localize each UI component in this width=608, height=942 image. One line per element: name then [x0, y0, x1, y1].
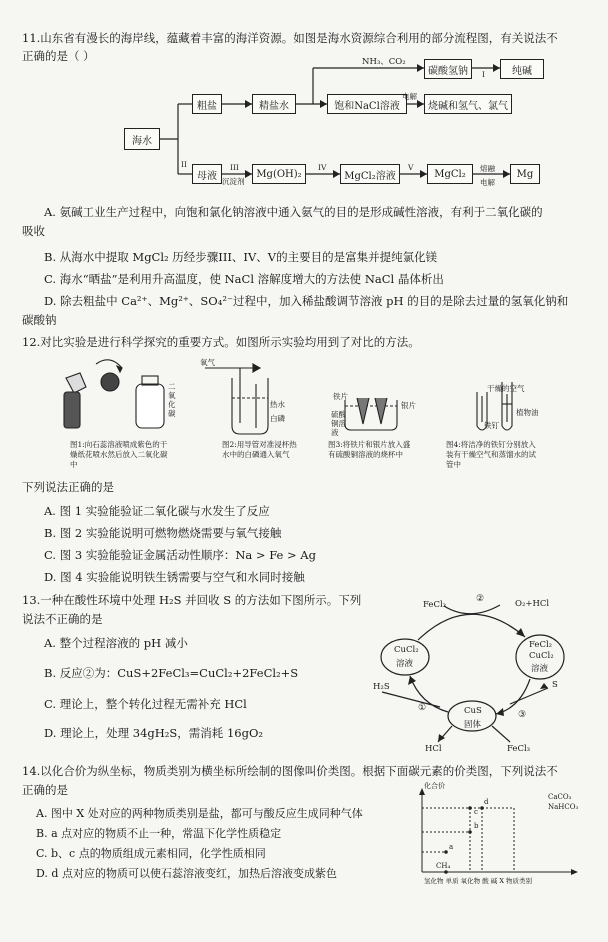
q12-option-d: D. 图 4 实验能说明铁生锈需要与空气和水同时接触	[44, 570, 305, 584]
q14-option-a: A. 图中 X 处对应的两种物质类别是盐，都可与酸反应生成同种气体	[36, 807, 363, 820]
cycle-right-solution-label: 溶液	[531, 664, 549, 674]
cycle-o2-hcl-label: O₂+HCl	[515, 599, 550, 609]
cycle-cucl2-solution-label: 溶液	[396, 659, 414, 669]
q13-stem-line2: 说法不正确的是	[22, 612, 103, 626]
cycle-h2s-label: H₂S	[373, 682, 390, 692]
cycle-right-fecl2-label: FeCl₂	[529, 640, 553, 650]
cycle-step3-label: ③	[518, 710, 527, 720]
q11-option-a-line2: 吸收	[22, 224, 45, 238]
chart-point-c-label: c	[474, 808, 478, 816]
chart-point-a-label: a	[449, 843, 454, 851]
fig3-silver-plate-label: 银片	[401, 401, 416, 410]
fig2-white-phosphorus-label: 白磷	[270, 414, 285, 423]
cycle-hcl-label: HCl	[425, 744, 442, 754]
q14-option-b: B. a 点对应的物质不止一种，常温下化学性质稳定	[36, 827, 282, 840]
q11-option-a-line1: A. 氨碱工业生产过程中，向饱和氯化钠溶液中通入氨气的目的是形成碱性溶液，有利于二氧化碳的	[44, 205, 543, 219]
cycle-fecl3-bottom-label: FeCl₃	[507, 744, 531, 754]
cycle-fecl3-top-label: FeCl₃	[423, 600, 447, 610]
flow-refined-brine-box: 精盐水	[252, 94, 296, 114]
fig3-iron-plate-label: 铁片	[333, 392, 348, 401]
flow-nahco3-box: 碳酸氢钠	[424, 59, 472, 79]
q13-stem-line1: 13.一种在酸性环境中处理 H₂S 并回收 S 的方法如下图所示。下列	[22, 593, 362, 607]
chart-y-axis-label: 化合价	[424, 782, 445, 790]
cycle-cucl2-label: CuCl₂	[394, 645, 419, 655]
q14-stem-line1: 14.以化合价为纵坐标，物质类别为横坐标所绘制的图像叫价类图。根据下面碳元素的价类图，下列说法不	[22, 764, 558, 778]
q11-stem-line1: 11.山东省有漫长的海岸线，蕴藏着丰富的海洋资源。如图是海水资源综合利用的部分流程图，有关说法不	[22, 31, 558, 45]
flow-step-II-label: II	[181, 160, 187, 169]
flow-step-I-label: I	[482, 70, 485, 79]
chart-x-axis-categories: 氢化物 单质 氧化物 酸 碱 X 物质类别	[424, 877, 533, 885]
q12-option-c: C. 图 3 实验能验证金属活动性顺序：Na > Fe > Ag	[44, 548, 316, 562]
fig3-caption: 图3:将铁片和银片放入盛有硫酸铜溶液的烧杯中	[328, 440, 411, 459]
q13-option-c: C. 理论上，整个转化过程无需补充 HCl	[44, 697, 247, 711]
chart-caco3-label: CaCO₃	[548, 793, 572, 801]
flow-mgoh2-box: Mg(OH)₂	[252, 164, 306, 184]
q14-option-c: C. b、c 点的物质组成元素相同，化学性质相同	[36, 847, 266, 860]
q14-option-d: D. d 点对应的物质可以使石蕊溶液变红，加热后溶液变成紫色	[36, 867, 337, 880]
fig2-oxygen-label: 氧气	[200, 358, 215, 367]
fig2-hot-water-label: 热水	[270, 400, 285, 409]
chart-ch4-label: CH₄	[436, 862, 451, 870]
q12-stem: 12.对比实验是进行科学探究的重要方式。如图所示实验均用到了对比的方法。	[22, 335, 420, 349]
q13-option-b: B. 反应②为：CuS+2FeCl₃=CuCl₂+2FeCl₂+S	[44, 666, 299, 680]
cycle-cus-solid-label: 固体	[464, 720, 482, 730]
flow-step-III-label: III	[230, 163, 239, 172]
q11-option-d-line1: D. 除去粗盐中 Ca²⁺、Mg²⁺、SO₄²⁻过程中，加入稀盐酸调节溶液 pH 的目的是除去过量的氢氧化钠和	[44, 294, 569, 308]
q11-option-b: B. 从海水中提取 MgCl₂ 历经步骤III、IV、V的主要目的是富集并提纯氯化镁	[44, 250, 438, 264]
cycle-step2-label: ②	[476, 594, 485, 604]
flow-saturated-nacl-box: 饱和NaCl溶液	[327, 94, 407, 114]
flow-nh3-co2-label: NH₃、CO₂	[362, 57, 406, 67]
q14-stem-line2: 正确的是	[22, 783, 68, 797]
fig4-nail-label: 铁钉	[484, 421, 499, 430]
flow-step-IV-label: IV	[318, 163, 327, 172]
flow-naoh-h2-cl2-box: 烧碱和氢气、氯气	[424, 94, 512, 114]
q11-option-c: C. 海水“晒盐”是利用升高温度，使 NaCl 溶解度增大的方法使 NaCl 晶体析出	[44, 272, 444, 286]
fig3-cuso4-label: 硫酸铜溶液	[331, 410, 346, 437]
flow-soda-box: 纯碱	[500, 59, 544, 79]
flow-mgcl2-box: MgCl₂	[427, 164, 473, 184]
flow-mg-box: Mg	[510, 164, 540, 184]
flow-melt-label: 熔融	[480, 164, 495, 173]
q12-lead: 下列说法正确的是	[22, 480, 114, 494]
q11-option-d-line2: 碳酸钠	[22, 313, 57, 327]
q13-option-d: D. 理论上，处理 34gH₂S，需消耗 16gO₂	[44, 726, 263, 740]
q12-option-a: A. 图 1 实验能验证二氧化碳与水发生了反应	[44, 504, 270, 518]
flow-mother-liquor-box: 母液	[192, 164, 222, 184]
fig1-co2-label: 二氧化碳	[168, 382, 176, 418]
q12-option-b: B. 图 2 实验能说明可燃物燃烧需要与氧气接触	[44, 526, 282, 540]
flow-precipitant-label: 沉淀剂	[222, 177, 245, 186]
cycle-step1-label: ①	[418, 703, 427, 713]
fig2-caption: 图2:用导管对准浸杯热水中的白磷通入氧气	[222, 440, 297, 459]
q11-stem-line2: 正确的是（ ）	[22, 49, 95, 63]
fig4-caption: 图4:将洁净的铁钉分别放入装有干燥空气和蒸馏水的试管中	[446, 440, 536, 469]
cycle-s-label: S	[552, 680, 558, 690]
flow-mgcl2-solution-box: MgCl₂溶液	[340, 164, 400, 184]
chart-point-d-label: d	[484, 798, 489, 806]
flow-seawater-box: 海水	[124, 128, 160, 150]
flow-step-V-label: V	[408, 163, 414, 172]
cycle-cus-label: CuS	[464, 706, 482, 716]
fig4-dry-air-label: 干燥的空气	[487, 384, 525, 393]
chart-nahco3-label: NaHCO₃	[548, 803, 579, 811]
cycle-right-cucl2-label: CuCl₂	[529, 651, 554, 661]
q13-option-a: A. 整个过程溶液的 pH 减小	[44, 636, 188, 650]
fig4-oil-label: 植物油	[516, 408, 539, 417]
flow-electrolysis-label: 电解	[402, 92, 417, 101]
flow-crude-salt-box: 粗盐	[192, 94, 222, 114]
chart-point-b-label: b	[474, 822, 479, 830]
flow-melt-electrolysis-label: 电解	[480, 178, 495, 187]
fig1-caption: 图1:向石蕊溶液喷成紫色的干燥纸花喷水然后放入二氧化碳中	[70, 440, 168, 469]
